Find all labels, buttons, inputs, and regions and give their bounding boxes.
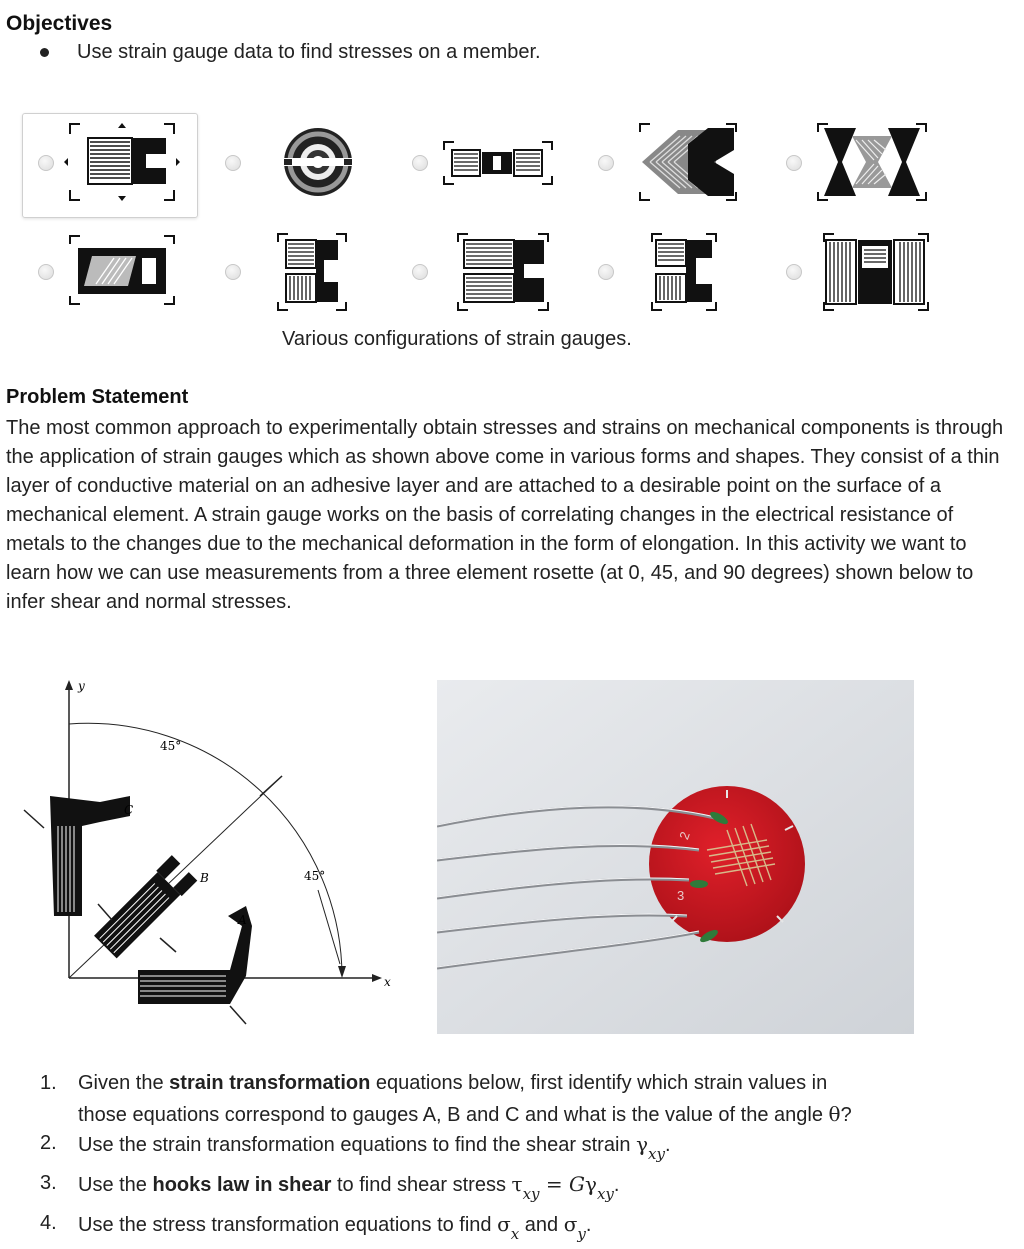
tau-subscript: xy (522, 1185, 540, 1203)
task-1-bold: strain transformation (169, 1072, 371, 1094)
task-3-text-c: to find shear stress (331, 1174, 512, 1196)
gauge-a-label: A (238, 913, 247, 927)
gauge-c-label: C (124, 803, 134, 817)
gauge-b-label: B (200, 871, 209, 885)
objectives-heading: Objectives (6, 12, 113, 35)
gauge-radio-3[interactable] (412, 155, 428, 171)
sigma-y-symbol: σ (563, 1212, 578, 1236)
task-4 (40, 1212, 592, 1243)
gauge-image-6[interactable] (62, 230, 182, 314)
sigma-y-subscript: y (577, 1225, 586, 1243)
problem-paragraph (6, 414, 1006, 617)
task-2-end: . (664, 1134, 671, 1156)
angle-label-right: 45° (304, 869, 326, 883)
gauge-image-4[interactable] (628, 120, 748, 204)
x-axis-label: x (384, 975, 391, 989)
task-2-number: 2. (40, 1132, 57, 1154)
gauge-image-10[interactable] (816, 230, 936, 314)
rosette-diagram (20, 676, 400, 1026)
task-1-text-c: equations below, first identify which strain values in (370, 1072, 828, 1094)
gauge-image-1[interactable] (62, 120, 182, 204)
gauge-caption: Various configurations of strain gauges. (282, 328, 632, 350)
gamma-symbol-2: γ (585, 1172, 597, 1196)
gauge-radio-2[interactable] (225, 155, 241, 171)
gamma-subscript: xy (648, 1145, 665, 1163)
task-3 (40, 1172, 620, 1203)
theta-symbol: θ (828, 1102, 841, 1126)
task-4-text: Use the stress transformation equations to find (78, 1214, 498, 1236)
gauge-radio-1[interactable] (38, 155, 54, 171)
task-3-number: 3. (40, 1172, 57, 1194)
gauge-image-2[interactable] (258, 120, 378, 204)
equals-sign: = (539, 1172, 570, 1196)
task-2-text: Use the strain transformation equations to find the shear strain (78, 1134, 637, 1156)
gamma-subscript-2: xy (596, 1185, 614, 1203)
task-3-text-a: Use the (78, 1174, 153, 1196)
task-1 (40, 1072, 828, 1095)
angle-label-top: 45° (160, 739, 182, 753)
gauge-radio-4[interactable] (598, 155, 614, 171)
g-symbol: G (569, 1172, 585, 1196)
y-axis-label: y (78, 679, 85, 693)
task-4-end: . (585, 1214, 592, 1236)
photo-digit-3: 3 (677, 888, 685, 903)
problem-heading: Problem Statement (6, 386, 189, 408)
y-arrow-icon (65, 680, 73, 690)
gauge-image-3[interactable] (438, 120, 558, 204)
gauge-image-5[interactable] (812, 120, 932, 204)
sigma-x-subscript: x (510, 1225, 520, 1243)
task-2 (40, 1132, 671, 1163)
bullet-icon (40, 48, 49, 57)
gauge-radio-8[interactable] (412, 264, 428, 280)
gauge-image-9[interactable] (636, 230, 756, 314)
gauge-radio-5[interactable] (786, 155, 802, 171)
sigma-x-symbol: σ (497, 1212, 511, 1236)
gauge-radio-9[interactable] (598, 264, 614, 280)
gauge-radio-6[interactable] (38, 264, 54, 280)
objective-text: Use strain gauge data to find stresses on a member. (77, 41, 541, 63)
task-1-text-a: Given the (78, 1072, 170, 1094)
task-3-end: . (613, 1174, 620, 1196)
gamma-symbol: γ (636, 1132, 649, 1156)
gauge-image-7[interactable] (258, 230, 378, 314)
task-1-line2-b: ? (840, 1104, 852, 1126)
gauge-image-8[interactable] (446, 230, 566, 314)
tau-symbol: τ (511, 1172, 523, 1196)
rosette-photo (437, 680, 914, 1034)
problem-text: The most common approach to experimentally obtain stresses and strains on mechanical components is through the application of strain gauges which as shown above come in various forms and shapes. They consist of a thin layer of conductive material on an adhesive layer and are attached to a desirable point on the surface of a mechanical element. A strain gauge works on the basis of correlating changes in the electrical resistance of metals to the changes due to the mechanical deformation in the form of elongation. In this activity we want to learn how we can use measurements from a three element rosette (at 0, 45, and 90 degrees) shown below to infer shear and normal stresses. (6, 417, 1004, 613)
x-arrow-icon (372, 974, 382, 982)
task-4-and: and (519, 1214, 564, 1236)
task-1-line2-a: those equations correspond to gauges A, B and C and what is the value of the angle (78, 1104, 829, 1126)
task-4-number: 4. (40, 1212, 57, 1234)
task-3-bold: hooks law in shear (152, 1174, 332, 1196)
photo-digit-2: 2 (676, 829, 693, 842)
gauge-radio-10[interactable] (786, 264, 802, 280)
objective-item (40, 41, 541, 64)
gauge-radio-7[interactable] (225, 264, 241, 280)
task-1-number: 1. (40, 1072, 57, 1094)
